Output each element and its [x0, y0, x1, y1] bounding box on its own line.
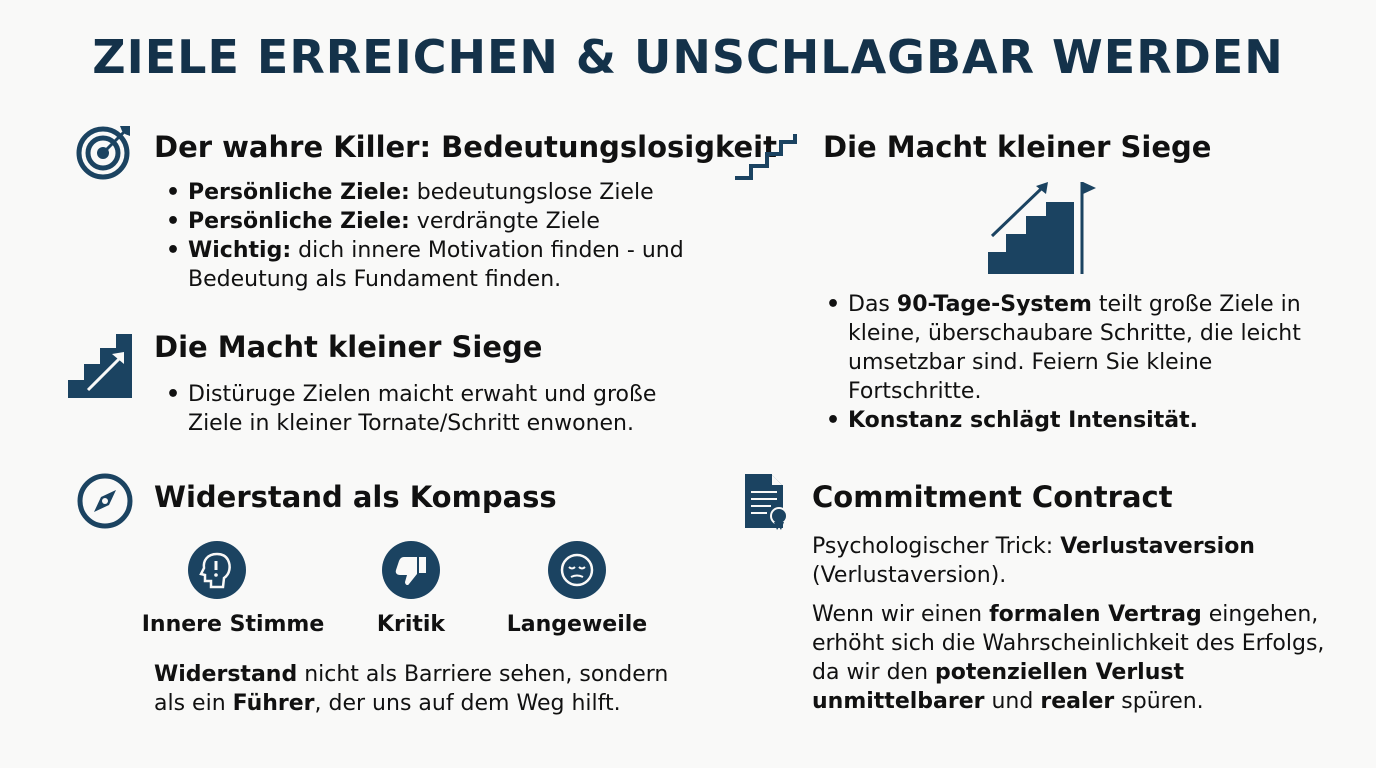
thumbs-down-icon — [382, 541, 440, 599]
stairs-arrow-icon — [68, 334, 132, 398]
inner-voice-icon — [188, 541, 246, 599]
list-item: • Wichtig: dich innere Motivation finden - und Bedeutung als Fundament finden. — [188, 236, 748, 294]
list-item: • Persönliche Ziele: verdrängte Ziele — [188, 207, 748, 236]
compass-icon — [76, 472, 134, 530]
list-item: • Das 90-Tage-System teilt große Ziele in kleine, überschaubare Schritte, die leicht umsetzbar sind. Feiern Sie kleine Fortschritte. — [848, 290, 1348, 406]
contract-trick-text: Psychologischer Trick: Verlustaversion (Verlustaversion). — [812, 534, 1255, 588]
list-item: • Distüruge Zielen maicht erwaht und große Ziele in kleiner Tornate/Schritt enwonen. — [188, 380, 708, 438]
small-wins-list — [152, 380, 708, 438]
killer-list — [152, 178, 748, 294]
contract-document-icon — [741, 472, 791, 530]
small-wins-heading: Die Macht kleiner Siege — [154, 330, 543, 364]
stairs-flag-icon — [986, 178, 1100, 276]
stairs-outline-icon — [733, 130, 799, 182]
contract-body-text: Wenn wir einen formalen Vertrag eingehen, erhöht sich die Wahrscheinlichkeit des Erfolgs, da wir den potenziellen Verlust unmittelbarer und realer spüren. — [812, 602, 1325, 714]
compass-heading: Widerstand als Kompass — [154, 480, 557, 514]
badge-label-inner-voice: Innere Stimme — [141, 612, 325, 637]
bored-face-icon — [548, 541, 606, 599]
target-icon — [76, 122, 134, 180]
right-small-wins-heading: Die Macht kleiner Siege — [823, 130, 1212, 164]
compass-text: Widerstand nicht als Barriere sehen, sondern als ein Führer, der uns auf dem Weg hilft. — [154, 662, 669, 716]
contract-heading: Commitment Contract — [812, 480, 1173, 514]
badge-label-boredom: Langeweile — [506, 612, 648, 637]
killer-heading: Der wahre Killer: Bedeutungslosigkeit — [154, 130, 777, 164]
list-item: • Konstanz schlägt Intensität. — [848, 406, 1348, 435]
badge-label-critique: Kritik — [376, 612, 446, 637]
list-item: • Persönliche Ziele: bedeutungslose Ziele — [188, 178, 748, 207]
right-small-wins-list — [812, 290, 1348, 435]
page-title: ZIELE ERREICHEN & UNSCHLAGBAR WERDEN — [92, 30, 1284, 84]
